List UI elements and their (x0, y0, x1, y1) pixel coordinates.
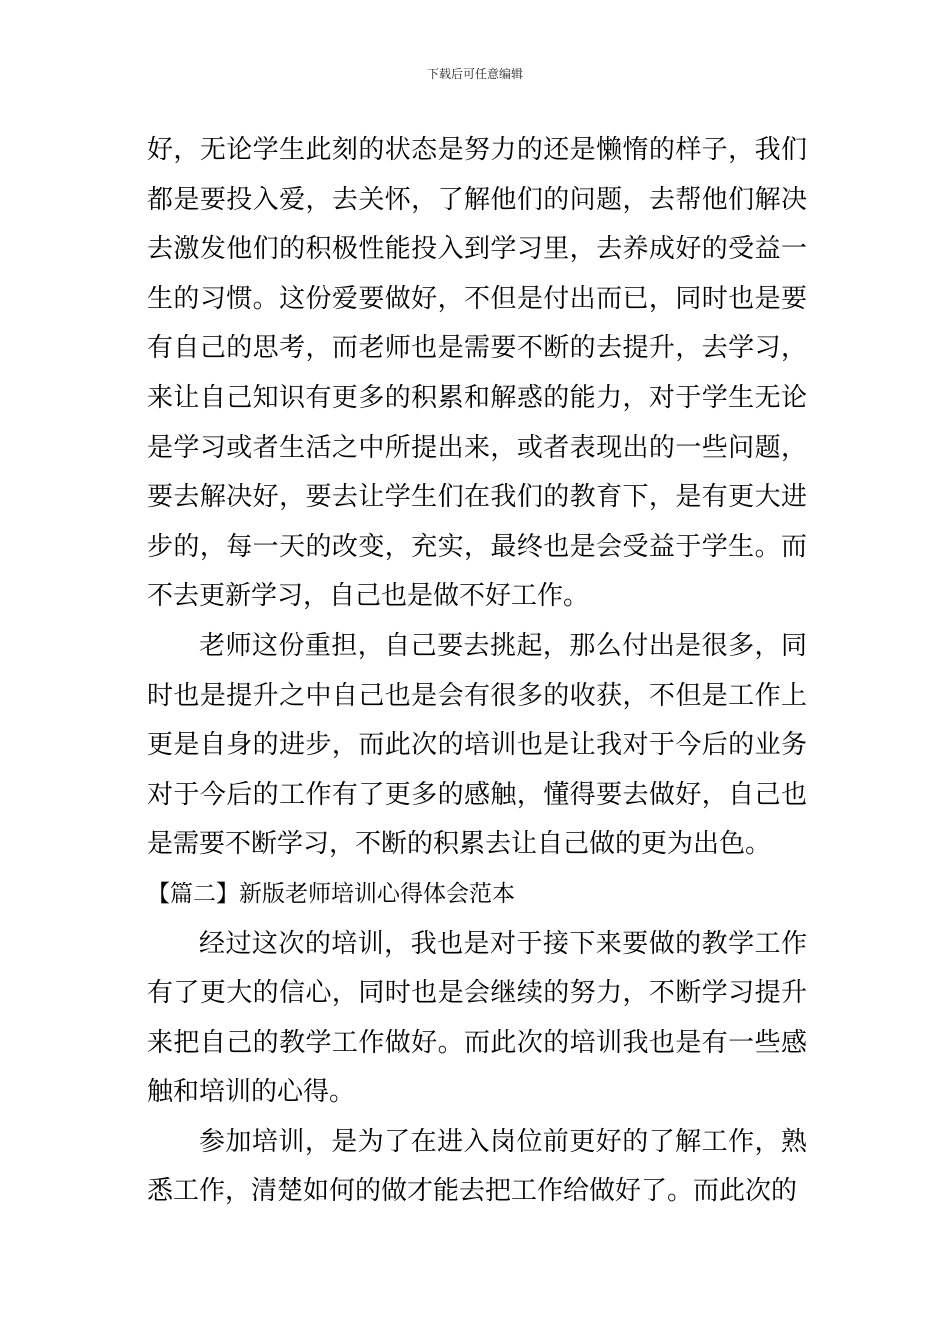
paragraph (147, 1118, 807, 1217)
text-line: 老师这份重担，自己要去挑起，那么付出是很多，同 (199, 630, 807, 661)
text-line: 是需要不断学习，不断的积累去让自己做的更为出色。 (147, 829, 772, 860)
text-line: 好，无论学生此刻的状态是努力的还是懒惰的样子，我们 (147, 135, 807, 165)
paragraph (147, 126, 807, 622)
text-line: 都是要投入爱，去关怀，了解他们的问题，去帮他们解决 (147, 184, 807, 215)
text-line: 来让自己知识有更多的积累和解惑的能力，对于学生无论 (147, 382, 807, 413)
text-line: 对于今后的工作有了更多的感触，懂得要去做好，自己也 (147, 779, 807, 810)
text-line: 参加培训，是为了在进入岗位前更好的了解工作，熟 (199, 1126, 807, 1157)
paragraph (147, 622, 807, 870)
paragraph (147, 920, 807, 1118)
text-line: 步的，每一天的改变，充实，最终也是会受益于学生。而 (147, 531, 807, 562)
text-line: 生的习惯。这份爱要做好，不但是付出而已，同时也是要 (147, 283, 807, 314)
text-line: 经过这次的培训，我也是对于接下来要做的教学工作 (199, 928, 807, 959)
section-heading: 【篇二】新版老师培训心得体会范本 (147, 880, 515, 907)
text-line: 有自己的思考，而老师也是需要不断的去提升，去学习， (147, 333, 807, 364)
text-line: 来把自己的教学工作做好。而此次的培训我也是有一些感 (147, 1027, 807, 1058)
text-line: 是学习或者生活之中所提出来，或者表现出的一些问题， (147, 432, 807, 463)
text-line: 要去解决好，要去让学生们在我们的教育下，是有更大进 (147, 482, 807, 513)
text-line: 不去更新学习，自己也是做不好工作。 (147, 581, 590, 612)
text-line: 有了更大的信心，同时也是会继续的努力，不断学习提升 (147, 978, 807, 1009)
page-header: 下载后可任意编辑 (426, 67, 523, 81)
text-line: 触和培训的心得。 (147, 1077, 356, 1108)
document-body (147, 126, 807, 1217)
text-line: 更是自身的进步，而此次的培训也是让我对于今后的业务 (147, 730, 807, 761)
text-line: 去激发他们的积极性能投入到学习里，去养成好的受益一 (147, 234, 807, 265)
text-line: 悉工作，清楚如何的做才能去把工作给做好了。而此次的 (147, 1176, 798, 1207)
text-line: 时也是提升之中自己也是会有很多的收获，不但是工作上 (147, 680, 807, 711)
